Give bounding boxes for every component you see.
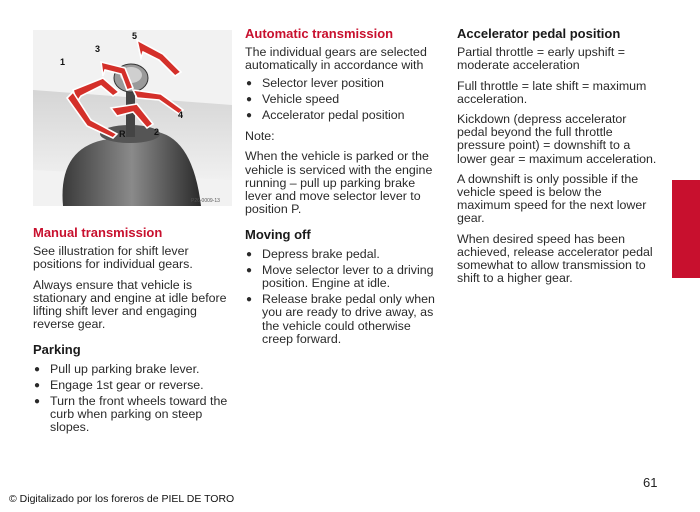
note-label: Note: — [245, 129, 275, 144]
auto-list — [245, 77, 443, 123]
auto-intro: The individual gears are selected automatically in accordance with — [245, 45, 427, 73]
gear-label-4: 4 — [178, 110, 184, 120]
column-middle — [245, 27, 443, 354]
page-number: 61 — [643, 475, 658, 490]
manual-heading: Manual transmission — [33, 225, 163, 240]
parking-list — [33, 363, 233, 435]
accel-p3: Kickdown (depress accelerator pedal beyond the full throttle pressure point) = downshift to a lower gear = maximum acceleration. — [457, 112, 657, 166]
auto-heading: Automatic transmission — [245, 26, 394, 41]
manual-p1: See illustration for shift lever positions for individual gears. — [33, 244, 193, 272]
gear-label-r: R — [119, 129, 126, 139]
list-item: ● Release brake pedal only when you are ready to drive away, as the vehicle could otherwise creep forward. — [245, 293, 443, 346]
list-item: ● Move selector lever to a driving position. Engine at idle. — [245, 264, 443, 290]
accel-heading: Accelerator pedal position — [457, 26, 621, 41]
list-item: ● Turn the front wheels toward the curb when parking on steep slopes. — [33, 395, 233, 435]
list-item: ● Accelerator pedal position — [245, 109, 443, 122]
list-item: ● Depress brake pedal. — [245, 248, 443, 261]
gear-label-3: 3 — [95, 44, 101, 54]
accel-p5: When desired speed has been achieved, release accelerator pedal somewhat to allow transmission to shift to a higher gear. — [457, 231, 653, 286]
manual-p2: Always ensure that vehicle is stationary and engine at idle before lifting shift lever and engaging reverse gear. — [33, 277, 227, 332]
scan-credit: © Digitalizado por los foreros de PIEL DE TORO — [9, 493, 235, 505]
column-left — [33, 226, 233, 443]
list-item: ● Pull up parking brake lever. — [33, 363, 233, 376]
accel-p4: A downshift is only possible if the vehicle speed is below the maximum speed for the next lower gear. — [457, 171, 647, 226]
parking-heading: Parking — [33, 342, 81, 358]
list-item: ● Selector lever position — [245, 77, 443, 90]
figure-code: P26-0009-13 — [191, 198, 220, 204]
moving-list — [245, 248, 443, 346]
list-item: ● Engage 1st gear or reverse. — [33, 379, 233, 392]
gear-label-2: 2 — [154, 127, 160, 137]
moving-heading: Moving off — [245, 227, 311, 243]
gear-label-5: 5 — [132, 31, 138, 41]
gear-label-1: 1 — [60, 57, 66, 67]
note-text: When the vehicle is parked or the vehicle is serviced with the engine running – pull up parking brake lever and move selector lever to position P. — [245, 149, 433, 217]
accel-p2: Full throttle = late shift = maximum acceleration. — [457, 78, 647, 106]
column-right — [457, 27, 657, 292]
gear-shift-illustration — [33, 30, 232, 206]
list-item: ● Vehicle speed — [245, 93, 443, 106]
accel-p1: Partial throttle = early upshift = moderate acceleration — [457, 45, 626, 73]
section-tab — [672, 180, 700, 278]
